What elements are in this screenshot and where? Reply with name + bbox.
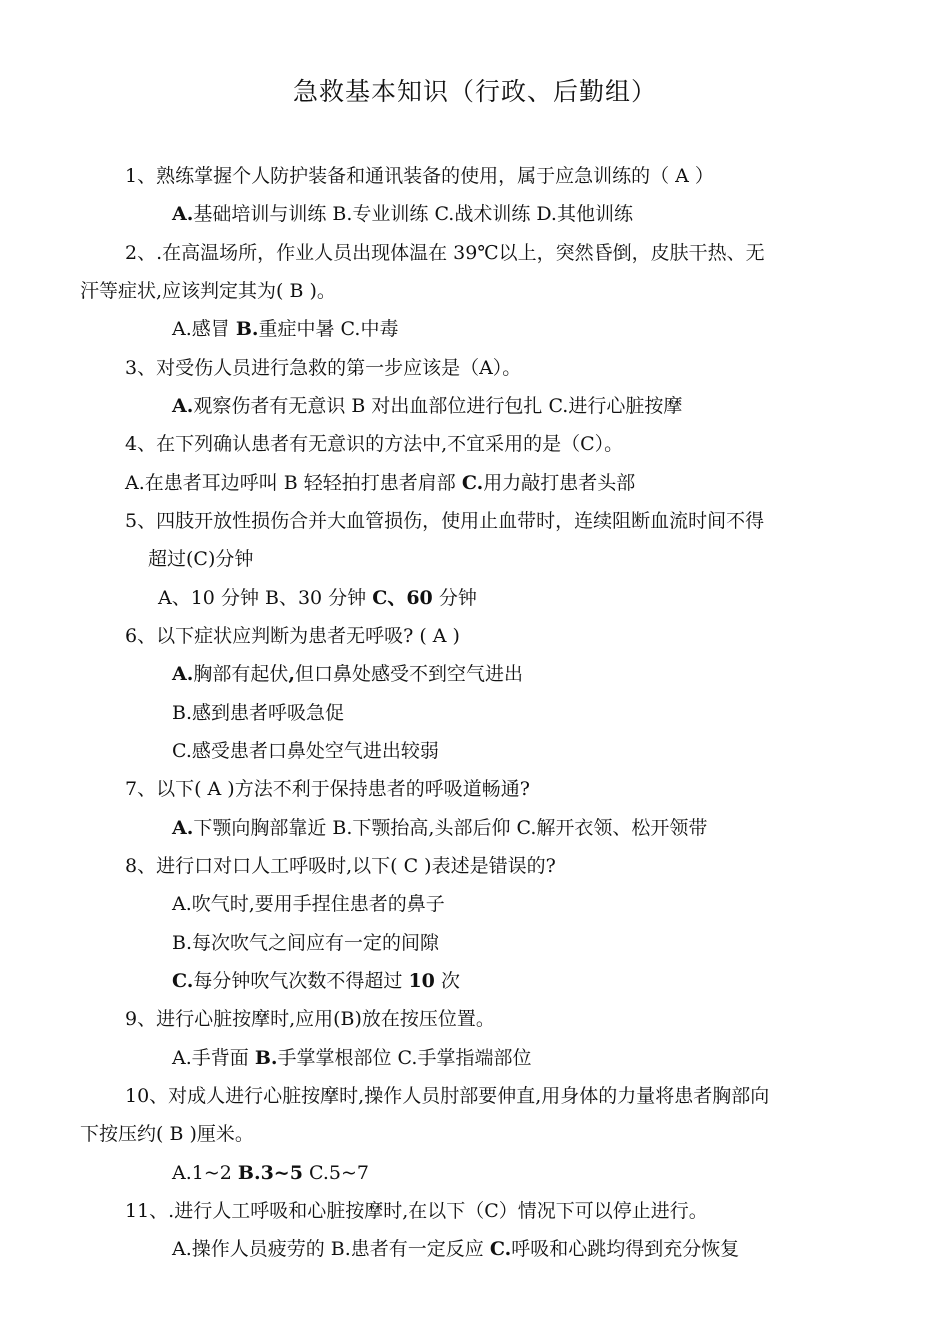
text-segment: B.感到患者呼吸急促: [172, 702, 345, 724]
text-segment: 下颚向胸部靠近 B.下颚抬高,头部后仰 C.解开衣领、松开领带: [193, 817, 708, 839]
text-line: [125, 624, 460, 648]
text-segment: 4、在下列确认患者有无意识的方法中,不宜采用的是（C）。: [125, 433, 624, 455]
text-segment: 3、对受伤人员进行急救的第一步应该是（A）。: [125, 357, 522, 379]
text-line: [172, 892, 445, 916]
text-line: [148, 547, 253, 571]
text-segment: 10: [408, 970, 435, 992]
text-line: [125, 432, 623, 456]
text-line: [172, 202, 633, 226]
text-segment: 每分钟吹气次数不得超过: [193, 970, 409, 992]
text-segment: A.操作人员疲劳的 B.患者有一定反应: [172, 1238, 490, 1260]
text-segment: B.: [254, 1047, 278, 1069]
text-segment: A.1~2: [172, 1162, 238, 1184]
text-segment: 1、熟练掌握个人防护装备和通讯装备的使用，属于应急训练的（ A ）: [125, 165, 714, 187]
text-line: [172, 701, 344, 725]
text-line: [125, 241, 765, 265]
text-segment: B.每次吹气之间应有一定的间隙: [172, 932, 440, 954]
text-line: [172, 317, 398, 341]
text-line: [172, 1237, 739, 1261]
text-line: [172, 394, 682, 418]
text-segment: A.在患者耳边呼叫 B 轻轻拍打患者肩部: [125, 472, 462, 494]
text-line: [172, 739, 439, 763]
text-segment: A.吹气时,要用手捏住患者的鼻子: [172, 893, 445, 915]
text-segment: A.: [172, 203, 194, 225]
text-segment: 重症中暑 C.中毒: [258, 318, 399, 340]
text-line: [125, 509, 764, 533]
text-segment: 超过(C)分钟: [148, 548, 254, 570]
text-segment: C.: [489, 1238, 512, 1260]
text-segment: B.: [235, 318, 259, 340]
text-line: [172, 1161, 369, 1185]
document-title: 急救基本知识（行政、后勤组）: [292, 77, 657, 106]
text-segment: 呼吸和心跳均得到充分恢复: [511, 1238, 740, 1260]
text-segment: 6、以下症状应判断为患者无呼吸? ( A ): [125, 625, 460, 647]
text-segment: B.3~5: [237, 1162, 303, 1184]
text-segment: C、60: [372, 587, 433, 609]
text-line: [125, 356, 521, 380]
text-segment: A.: [172, 395, 194, 417]
text-segment: 汗等症状,应该判定其为( B )。: [80, 280, 336, 302]
text-line: [80, 1122, 254, 1146]
text-segment: 手掌掌根部位 C.手掌指端部位: [277, 1047, 532, 1069]
text-segment: 5、四肢开放性损伤合并大血管损伤，使用止血带时，连续阻断血流时间不得: [125, 510, 765, 532]
text-segment: 2、.在高温场所，作业人员出现体温在 39℃以上，突然昏倒，皮肤干热、无: [125, 242, 765, 264]
text-line: [125, 854, 556, 878]
text-segment: 观察伤者有无意识 B 对出血部位进行包扎 C.进行心脏按摩: [193, 395, 683, 417]
text-segment: 次: [434, 970, 460, 992]
text-segment: 8、进行口对口人工呼吸时,以下( C )表述是错误的?: [125, 855, 556, 877]
text-segment: 用力敲打患者头部: [483, 472, 636, 494]
text-segment: A.: [172, 817, 194, 839]
text-line: [125, 777, 530, 801]
text-line: [125, 1007, 495, 1031]
text-segment: C.: [172, 970, 194, 992]
text-line: [125, 1199, 708, 1223]
text-line: [172, 816, 707, 840]
text-segment: 9、进行心脏按摩时,应用(B)放在按压位置。: [125, 1008, 495, 1030]
text-segment: 下按压约( B )厘米。: [80, 1123, 254, 1145]
text-line: [158, 586, 477, 610]
text-segment: 但口鼻处感受不到空气进出: [295, 663, 524, 685]
text-segment: C.感受患者口鼻处空气进出较弱: [172, 740, 439, 762]
text-line: [125, 471, 635, 495]
text-line: [125, 1084, 769, 1108]
text-segment: C.5~7: [302, 1162, 369, 1184]
text-segment: A.: [172, 663, 194, 685]
text-segment: C.: [461, 472, 484, 494]
text-segment: 基础培训与训练 B.专业训练 C.战术训练 D.其他训练: [193, 203, 633, 225]
text-line: [172, 1046, 531, 1070]
text-segment: A.手背面: [172, 1047, 255, 1069]
text-line: [172, 931, 439, 955]
text-segment: 胸部有起伏: [193, 663, 289, 685]
text-segment: 10、对成人进行心脏按摩时,操作人员肘部要伸直,用身体的力量将患者胸部向: [125, 1085, 770, 1107]
text-segment: ,: [288, 663, 295, 685]
text-line: [125, 164, 714, 188]
text-line: [80, 279, 336, 303]
text-line: [172, 969, 460, 993]
text-segment: 分钟: [432, 587, 477, 609]
text-segment: A.感冒: [172, 318, 236, 340]
text-line: [172, 662, 523, 686]
text-segment: A、10 分钟 B、30 分钟: [158, 587, 373, 609]
text-segment: 11、.进行人工呼吸和心脏按摩时,在以下（C）情况下可以停止进行。: [125, 1200, 708, 1222]
text-segment: 7、以下( A )方法不利于保持患者的呼吸道畅通?: [125, 778, 530, 800]
